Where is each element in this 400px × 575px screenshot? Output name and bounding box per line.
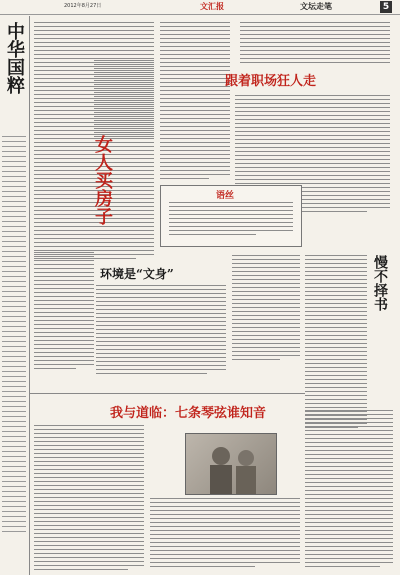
article-text-block: [160, 22, 230, 182]
issue-date: 2012年8月27日: [64, 3, 102, 9]
article-text-block: [96, 285, 226, 377]
section-title: 文坛走笔: [300, 2, 332, 11]
vertical-column-title: 中华国粹: [4, 22, 25, 94]
article-text-block: [94, 60, 154, 140]
article-text-block: [305, 255, 367, 431]
women-house-title: 女人买房子: [92, 135, 113, 225]
page-header: [0, 0, 400, 15]
page-number: 5: [380, 1, 392, 13]
article-text-block: [150, 498, 300, 570]
workplace-title: 跟着职场狂人走: [225, 74, 317, 89]
quote-lines: [169, 202, 293, 238]
publication-name: 文汇报: [200, 1, 224, 11]
portrait-photo: [185, 433, 277, 495]
article-text-block: [34, 425, 144, 573]
tao-title: 我与道临：七条琴弦谁知音: [110, 406, 267, 421]
article-text-block: [232, 255, 300, 363]
article-text-block: [305, 410, 393, 570]
article-text-block: [240, 22, 390, 66]
tattoo-title: 环境是“文身”: [100, 267, 174, 281]
books-title: 慢不择书: [372, 255, 388, 311]
left-sidebar: [0, 16, 28, 575]
sidebar-text: [2, 136, 26, 536]
article-text-block: [34, 252, 94, 372]
quote-box-title: 语丝: [216, 191, 235, 201]
photo-figures: [186, 434, 276, 494]
quote-box: [160, 185, 302, 247]
